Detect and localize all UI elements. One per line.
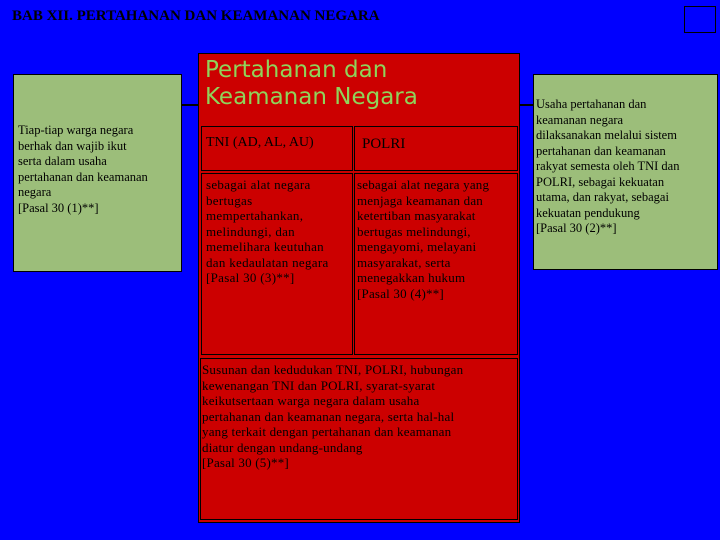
page-title: BAB XII. PERTAHANAN DAN KEAMANAN NEGARA bbox=[12, 8, 380, 24]
bottom-reference: [Pasal 30 (5)**] bbox=[202, 455, 289, 470]
bottom-line: Susunan dan kedudukan TNI, POLRI, hubungan bbox=[202, 362, 464, 377]
right-box-line: kekuatan pendukung bbox=[536, 205, 640, 220]
left-box-line: pertahanan dan keamanan bbox=[18, 169, 148, 184]
bottom-line: yang terkait dengan pertahanan dan keamanan bbox=[202, 424, 452, 439]
center-title-line: Pertahanan dan bbox=[205, 57, 388, 83]
tni-description bbox=[206, 177, 356, 286]
tni-line: dan kedaulatan negara bbox=[206, 254, 329, 270]
center-title-line: Keamanan Negara bbox=[205, 84, 418, 110]
polri-header: POLRI bbox=[362, 136, 406, 152]
left-box-line: berhak dan wajib ikut bbox=[18, 138, 127, 153]
corner-box bbox=[684, 6, 716, 33]
bottom-line: pertahanan dan keamanan negara, serta hal-hal bbox=[202, 408, 455, 424]
polri-line: bertugas melindungi, bbox=[357, 223, 471, 239]
tni-line: sebagai alat negara bbox=[206, 177, 311, 192]
bottom-line: keikutsertaan warga negara dalam usaha bbox=[202, 393, 420, 408]
right-box-reference: [Pasal 30 (2)**] bbox=[536, 221, 617, 235]
polri-line: menjaga keamanan dan bbox=[357, 192, 483, 208]
left-info-box bbox=[13, 74, 182, 272]
tni-header: TNI (AD, AL, AU) bbox=[206, 135, 314, 150]
right-info-box bbox=[533, 74, 718, 270]
polri-line: mengayomi, melayani bbox=[357, 239, 477, 254]
tni-reference: [Pasal 30 (3)**] bbox=[206, 270, 295, 285]
bottom-line: diatur dengan undang-undang bbox=[202, 439, 363, 455]
right-box-line: utama, dan rakyat, sebagai bbox=[536, 190, 669, 204]
bottom-description bbox=[202, 362, 518, 471]
left-box-line: negara bbox=[18, 185, 52, 199]
left-box-line: serta dalam usaha bbox=[18, 154, 107, 168]
polri-description bbox=[357, 177, 519, 301]
right-connector bbox=[519, 104, 534, 106]
left-connector bbox=[182, 104, 199, 106]
right-box-line: POLRI, sebagai kekuatan bbox=[536, 174, 665, 189]
polri-line: menegakkan hukum bbox=[357, 270, 466, 285]
tni-line: memelihara keutuhan bbox=[206, 239, 324, 254]
right-box-line: pertahanan dan keamanan bbox=[536, 143, 666, 158]
left-box-reference: [Pasal 30 (1)**] bbox=[18, 200, 99, 215]
right-box-line: rakyat semesta oleh TNI dan bbox=[536, 159, 680, 173]
center-title bbox=[205, 57, 418, 111]
right-box-line: keamanan negara bbox=[536, 112, 624, 127]
right-box-line: Usaha pertahanan dan bbox=[536, 97, 647, 111]
right-box-line: dilaksanakan melalui sistem bbox=[536, 128, 677, 142]
left-box-line: Tiap-tiap warga negara bbox=[18, 123, 134, 137]
tni-line: mempertahankan, bbox=[206, 208, 304, 223]
tni-line: melindungi, dan bbox=[206, 223, 295, 239]
polri-line: masyarakat, serta bbox=[357, 254, 451, 270]
polri-line: sebagai alat negara yang bbox=[357, 177, 490, 192]
polri-reference: [Pasal 30 (4)**] bbox=[357, 285, 444, 301]
tni-line: bertugas bbox=[206, 192, 253, 208]
bottom-line: kewenangan TNI dan POLRI, syarat-syarat bbox=[202, 377, 436, 393]
polri-line: ketertiban masyarakat bbox=[357, 208, 476, 223]
